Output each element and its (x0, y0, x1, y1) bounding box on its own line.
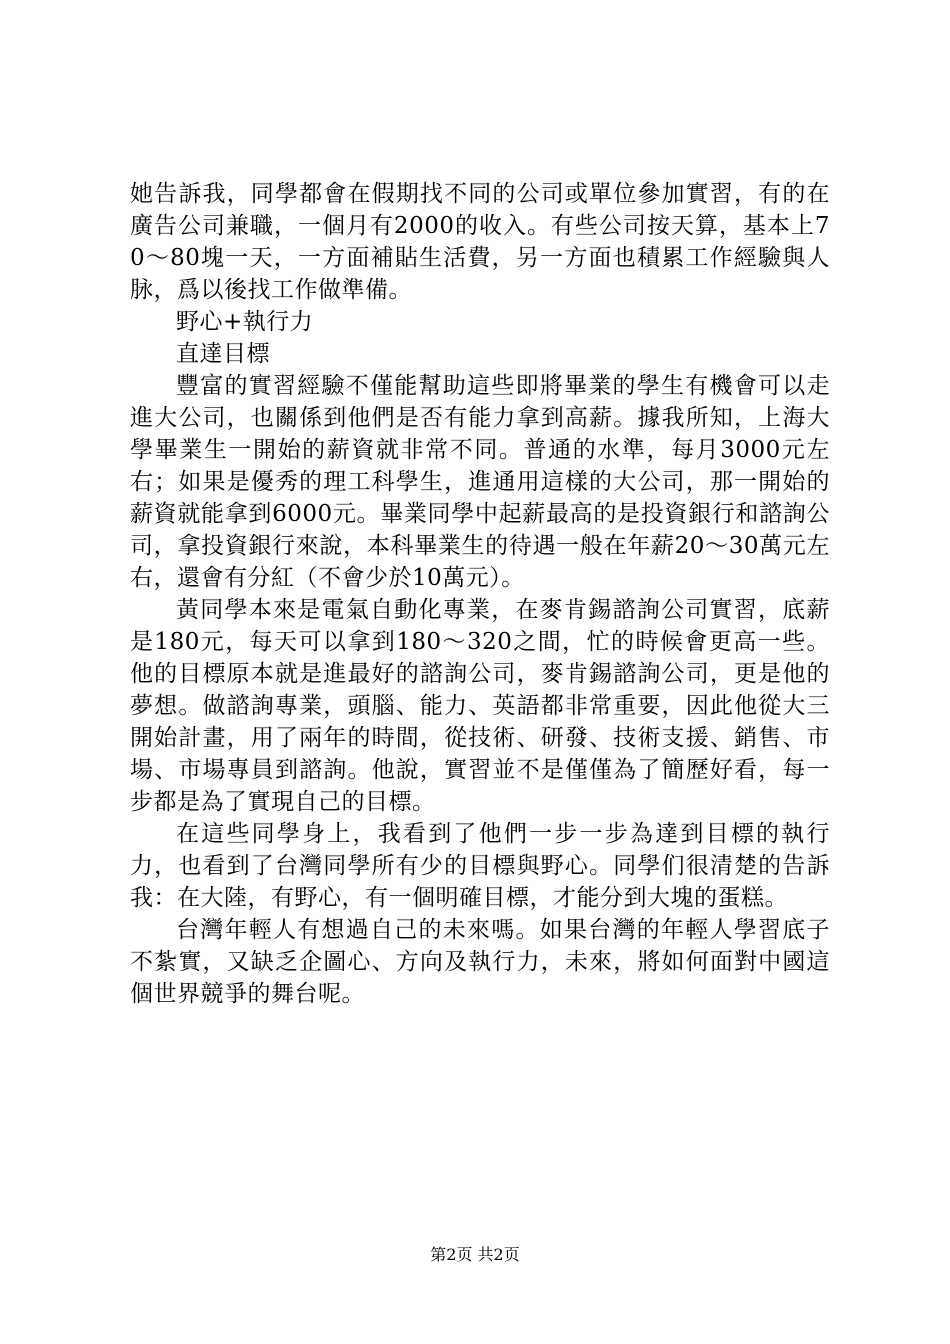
document-body (130, 178, 830, 1010)
paragraph-huang-story: 黃同學本來是電氣自動化專業，在麥肯錫諮詢公司實習，底薪是180元，每天可以拿到180～320之間，忙的時候會更高一些。他的目標原本就是進最好的諮詢公司，麥肯錫諮詢公司，更是他的夢想。做諮詢專業，頭腦、能力、英語都非常重要，因此他從大三開始計畫，用了兩年的時間，從技術、研發、技術支援、銷售、市場、市場專員到諮詢。他說，實習並不是僅僅為了簡歷好看，每一步都是為了實現自己的目標。 (130, 597, 830, 815)
section-heading-ambition: 野心+執行力 (176, 309, 314, 335)
paragraph-intro: 她告訴我，同學都會在假期找不同的公司或單位參加實習，有的在廣告公司兼職，一個月有2000的收入。有些公司按天算，基本上70～80塊一天，一方面補貼生活費，另一方面也積累工作經驗與人脉，爲以後找工作做準備。 (130, 181, 830, 303)
paragraph-internship-salary: 豐富的實習經驗不僅能幫助這些即將畢業的學生有機會可以走進大公司，也關係到他們是否有能力拿到高薪。據我所知，上海大學畢業生一開始的薪資就非常不同。普通的水準，每月3000元左右；如果是優秀的理工科學生，進通用這樣的大公司，那一開始的薪資就能拿到6000元。畢業同學中起薪最高的是投資銀行和諮詢公司，拿投資銀行來說，本科畢業生的待遇一般在年薪20～30萬元左右，還會有分紅（不會少於10萬元）。 (130, 373, 830, 591)
section-heading-goal: 直達目標 (176, 341, 270, 367)
paragraph-conclusion: 台灣年輕人有想過自己的未來嗎。如果台灣的年輕人學習底子不紮實，又缺乏企圖心、方向及執行力，未來，將如何面對中國這個世界競爭的舞台呢。 (130, 917, 830, 1007)
paragraph-execution: 在這些同學身上，我看到了他們一步一步為達到目標的執行力，也看到了台灣同學所有少的目標與野心。同學们很清楚的告訴我：在大陸，有野心，有一個明確目標，才能分到大塊的蛋糕。 (130, 821, 830, 911)
page-number-footer: 第2页 共2页 (430, 1245, 520, 1264)
